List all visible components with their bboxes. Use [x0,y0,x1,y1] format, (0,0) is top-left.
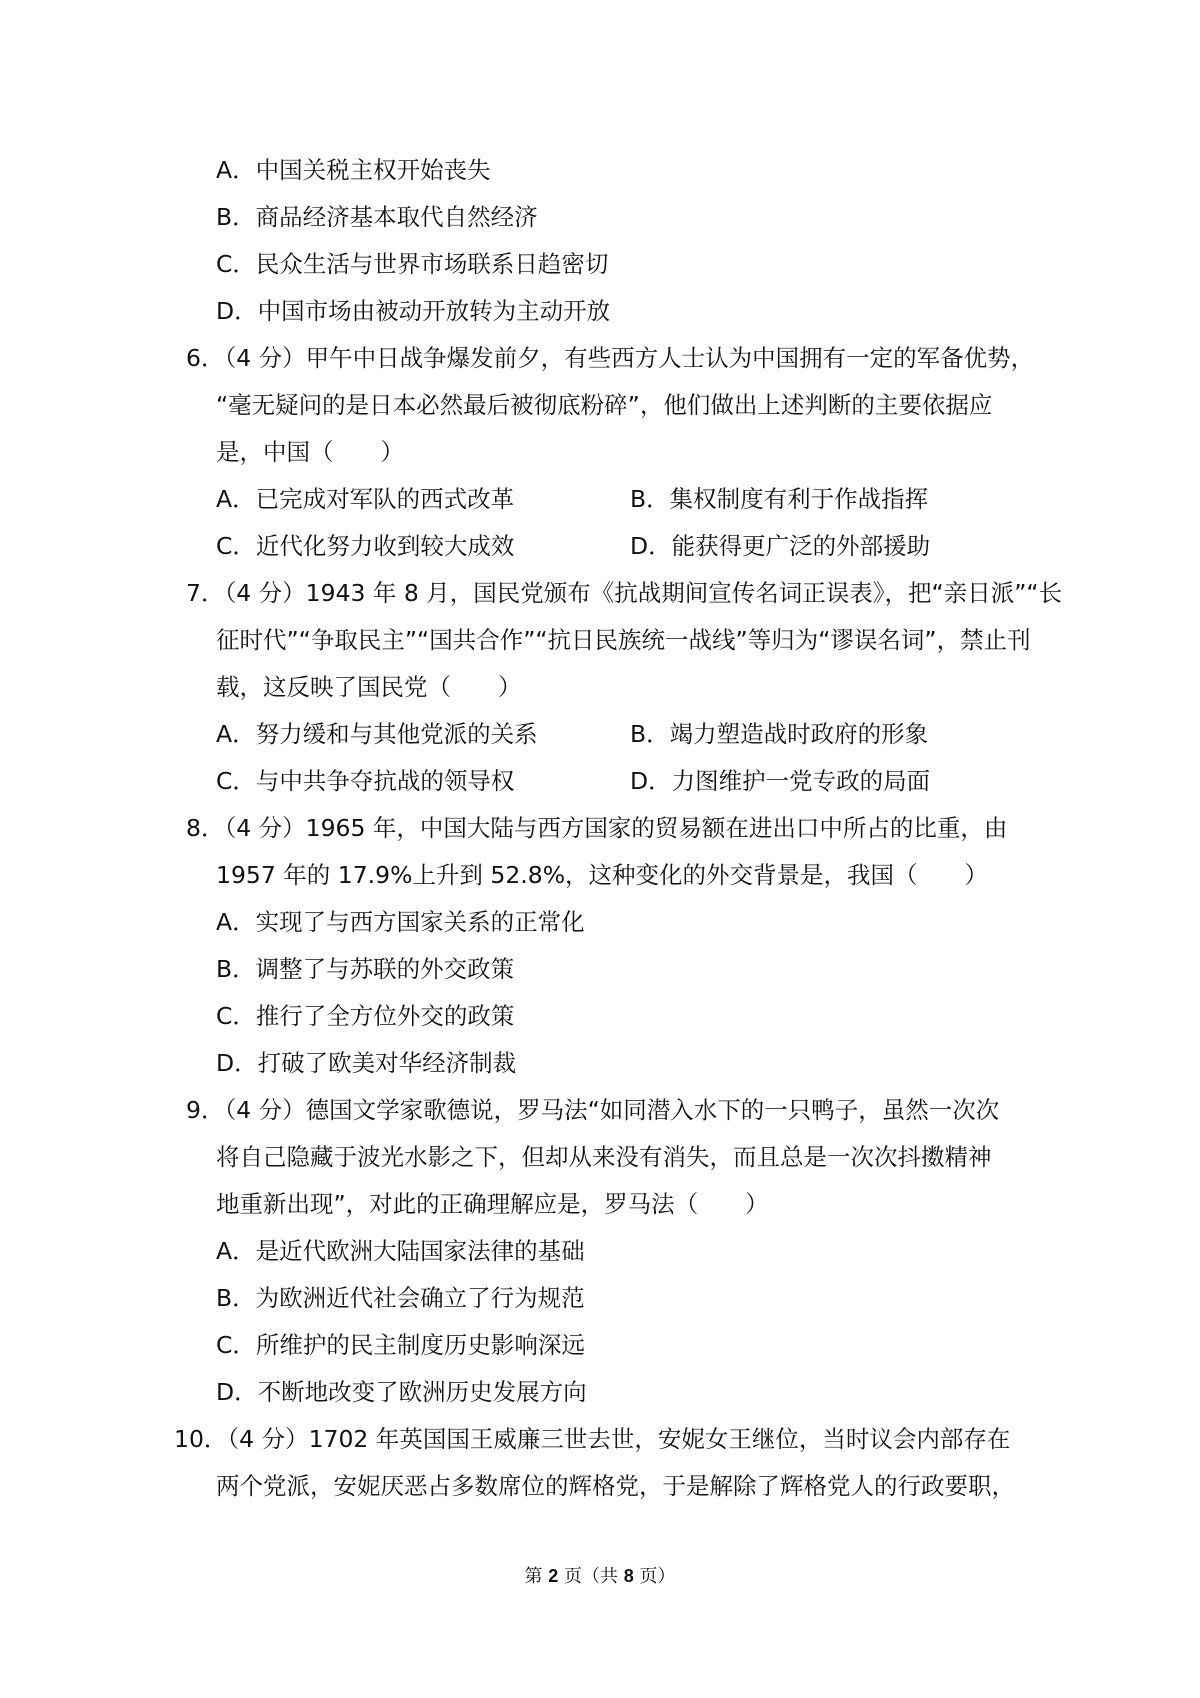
q6-option-d: D．能获得更广泛的外部援助 [630,532,931,560]
q9-option-c: C．所维护的民主制度历史影响深远 [216,1331,585,1359]
footer-suffix: 页） [633,1566,676,1587]
q7-option-b: B．竭力塑造战时政府的形象 [630,720,929,748]
q8-stem-line1: 8．（4 分）1965 年，中国大陆与西方国家的贸易额在进出口中所占的比重，由 [186,814,1008,842]
q9-option-d: D．不断地改变了欧洲历史发展方向 [216,1378,587,1406]
q5-option-b: B．商品经济基本取代自然经济 [216,203,538,231]
q6-stem-line3: 是，中国（ ） [216,438,404,466]
q9-option-a: A．是近代欧洲大陆国家法律的基础 [216,1237,585,1265]
q5-option-c: C．民众生活与世界市场联系日趋密切 [216,250,609,278]
q7-option-a: A．努力缓和与其他党派的关系 [216,720,538,748]
q8-stem-line2: 1957 年的 17.9%上升到 52.8%，这种变化的外交背景是，我国（ ） [216,861,989,889]
q7-stem-line2: 征时代”“争取民主”“国共合作”“抗日民族统一战线”等归为“谬误名词”，禁止刊 [216,626,1031,654]
footer-prefix: 第 [524,1566,549,1587]
q10-stem-line2: 两个党派，安妮厌恶占多数席位的辉格党，于是解除了辉格党人的行政要职， [216,1472,1015,1500]
q6-stem-line2: “毫无疑问的是日本必然最后被彻底粉碎”，他们做出上述判断的主要依据应 [216,391,993,419]
q7-option-c: C．与中共争夺抗战的领导权 [216,767,515,795]
q6-option-a: A．已完成对军队的西式改革 [216,485,515,513]
q5-option-d: D．中国市场由被动开放转为主动开放 [216,297,611,325]
q9-option-b: B．为欧洲近代社会确立了行为规范 [216,1284,585,1312]
q8-option-c: C．推行了全方位外交的政策 [216,1002,515,1030]
q6-stem-line1: 6．（4 分）甲午中日战争爆发前夕，有些西方人士认为中国拥有一定的军备优势， [186,344,1035,372]
q10-stem-line1: 10．（4 分）1702 年英国国王威廉三世去世，安妮女王继位，当时议会内部存在 [174,1425,1011,1453]
footer-total-pages: 8 [623,1566,634,1586]
q7-stem-line1: 7．（4 分）1943 年 8 月，国民党颁布《抗战期间宣传名词正误表》，把“亲日派”“长 [186,579,1063,607]
footer-page-number: 2 [548,1566,559,1586]
footer-mid: 页（共 [558,1566,624,1587]
q9-stem-line2: 将自己隐藏于波光水影之下，但却从来没有消失，而且总是一次次抖擞精神 [216,1143,992,1171]
q6-option-b: B．集权制度有利于作战指挥 [630,485,929,513]
q8-option-b: B．调整了与苏联的外交政策 [216,955,515,983]
q9-stem-line3: 地重新出现”，对此的正确理解应是，罗马法（ ） [216,1190,769,1218]
page-footer [0,1562,1200,1588]
q7-option-d: D．力图维护一党专政的局面 [630,767,931,795]
q6-option-c: C．近代化努力收到较大成效 [216,532,515,560]
q5-option-a: A．中国关税主权开始丧失 [216,156,491,184]
q7-stem-line3: 载，这反映了国民党（ ） [216,673,522,701]
q8-option-d: D．打破了欧美对华经济制裁 [216,1049,517,1077]
q9-stem-line1: 9．（4 分）德国文学家歌德说，罗马法“如同潜入水下的一只鸭子，虽然一次次 [186,1096,1000,1124]
q8-option-a: A．实现了与西方国家关系的正常化 [216,908,585,936]
